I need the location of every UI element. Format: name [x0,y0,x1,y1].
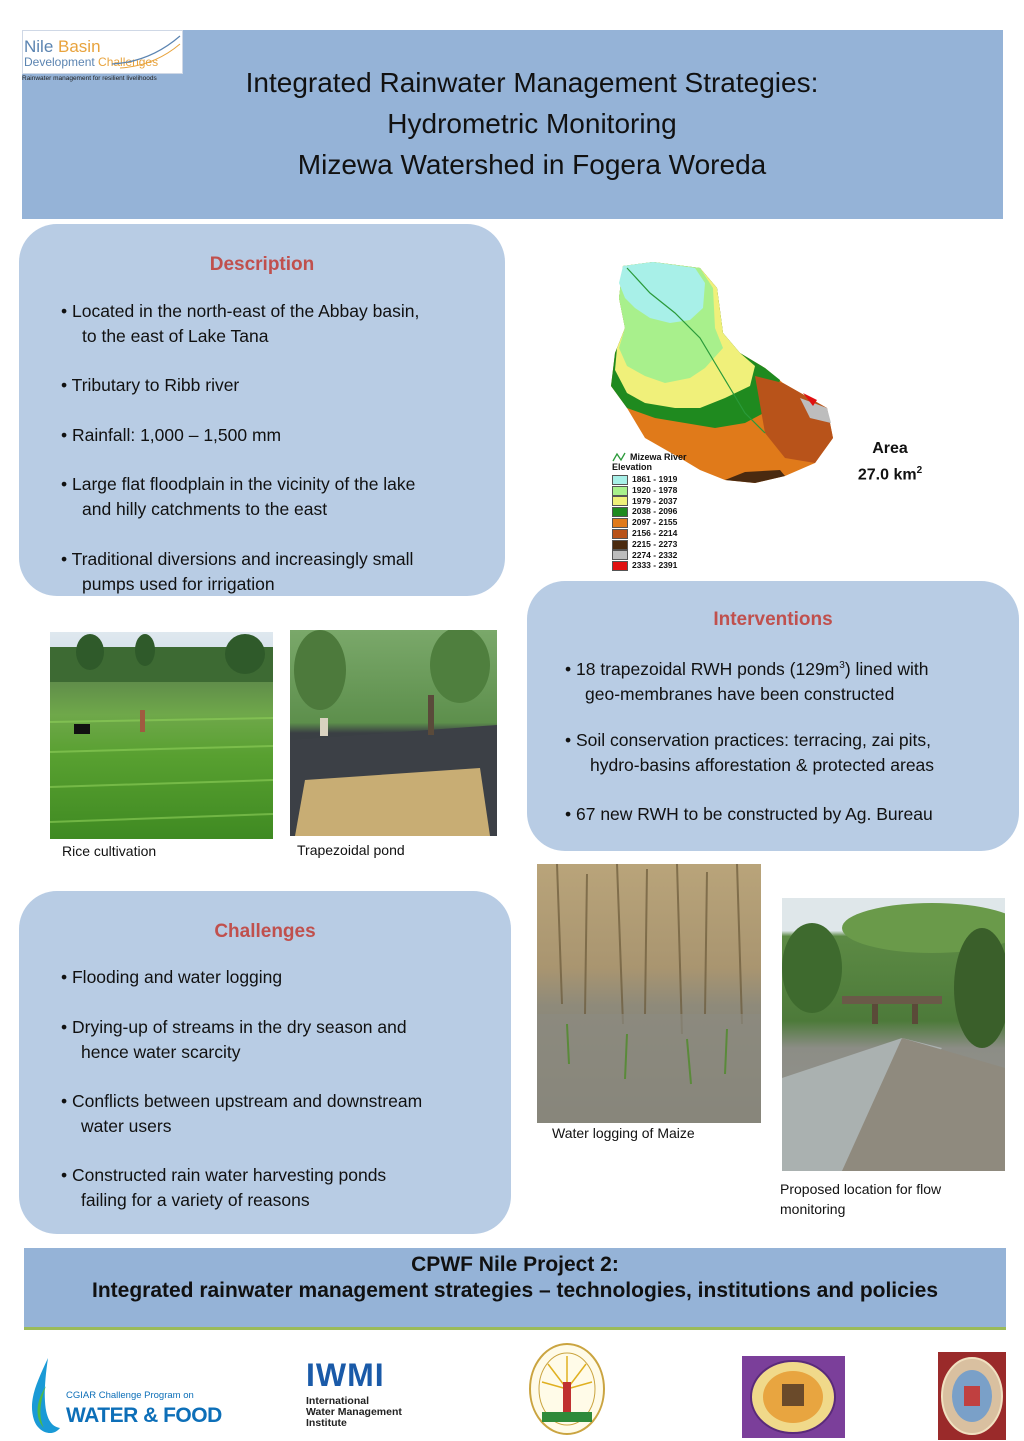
interventions-title: Interventions [713,609,833,630]
interventions-panel [527,581,1019,851]
river-legend-icon [612,452,626,462]
trapezoidal-pond-photo [290,630,497,836]
legend-class-label: 2038 - 2096 [632,506,678,517]
description-bullet-1: • Located in the north-east of the Abbay basin, to the east of Lake Tana [61,301,420,346]
iwmi-logo-text: International Water Management Institute [306,1395,402,1429]
area-value: 27.0 $km^2$ [857,465,923,484]
description-title: Description [209,254,315,275]
cgiar-drop-icon [26,1356,66,1440]
pond-caption: Trapezoidal pond [297,842,405,858]
interventions-bullet-1: • 18 trapezoidal RWH ponds $(129m^3)$ lined with geo-membranes have been constructed [565,658,929,704]
legend-class-label: 2097 - 2155 [632,517,678,528]
project-band-line-1: CPWF Nile Project 2: [411,1253,619,1276]
description-bullet-4: • Large flat floodplain in the vicinity of the lake and hilly catchments to the east [61,474,416,519]
legend-class-label: 1979 - 2037 [632,495,678,506]
title-line-2: Hydrometric Monitoring [387,108,677,139]
legend-swatch [612,496,628,506]
legend-elevation-label: Elevation [612,462,653,472]
ministry-seal [742,1356,845,1438]
title-line-1: Integrated Rainwater Management Strategies: [245,67,819,98]
legend-swatch [612,529,628,539]
legend-swatch [612,540,628,550]
legend-swatch [612,518,628,528]
legend-class-row [612,517,677,528]
legend-class-row [612,528,677,539]
legend-swatch [612,475,628,485]
project-band-line-2: Integrated rainwater management strategies – technologies, institutions and policies [91,1279,939,1302]
bahir-dar-university-seal [528,1342,606,1436]
description-bullet-3: • Rainfall: 1,000 – 1,500 mm [61,425,282,445]
interventions-bullet-3: • 67 new RWH to be constructed by Ag. Bureau [565,804,933,824]
legend-class-label: 2333 - 2391 [632,560,678,571]
flow-monitoring-location-photo [782,898,1005,1171]
legend-class-label: 2215 - 2273 [632,538,678,549]
university-seal [938,1352,1006,1440]
legend-class-label: 1861 - 1919 [632,474,678,484]
legend-class-label: 2156 - 2214 [632,528,678,538]
area-label: Area [872,440,908,457]
maize-waterlogging-photo [537,864,761,1123]
logo-line1: Nile Basin [24,37,101,56]
challenges-bullet-4: • Constructed rain water harvesting ponds failing for a variety of reasons [61,1165,387,1210]
title-line-3: Mizewa Watershed in Fogera Woreda [297,149,767,180]
flow-caption: Proposed location for flow monitoring [780,1181,942,1217]
description-panel [19,224,505,596]
legend-swatch [612,507,628,517]
legend-class-row [612,506,677,517]
legend-swatch [612,561,628,571]
legend-class-row [612,496,677,507]
legend-swatch [612,486,628,496]
legend-class-row [612,550,677,561]
cgiar-logo-line1: CGIAR Challenge Program on [66,1390,194,1401]
legend-class-row [612,474,677,485]
legend-class-row [612,485,677,496]
legend-class-label: 2274 - 2332 [632,549,678,560]
rice-cultivation-photo [50,632,273,839]
maize-caption: Water logging of Maize [552,1125,695,1141]
challenges-title: Challenges [214,921,316,942]
logo-tagline: Rainwater management for resilient livelihoods [22,75,157,82]
legend-class-row [612,539,677,550]
description-bullet-2: • Tributary to Ribb river [61,375,240,395]
legend-class-label: 1920 - 1978 [632,484,678,495]
challenges-bullet-2: • Drying-up of streams in the dry season and hence water scarcity [61,1017,407,1062]
rice-caption: Rice cultivation [62,843,157,859]
challenges-panel [19,891,511,1234]
logo-line2: Development Challenges [24,55,159,69]
interventions-bullet-2: • Soil conservation practices: terracing, zai pits, hydro-basins afforestation & protected areas [565,730,935,775]
description-bullet-5: • Traditional diversions and increasingly small pumps used for irrigation [61,549,414,594]
legend-river-label: Mizewa River [630,452,687,462]
legend-class-row [612,560,677,571]
challenges-bullet-1: • Flooding and water logging [61,967,283,987]
legend-swatch [612,550,628,560]
iwmi-logo-mark: IWMI [306,1357,385,1393]
cgiar-logo-line2: WATER & FOOD [66,1404,222,1427]
challenges-bullet-3: • Conflicts between upstream and downstream water users [61,1091,423,1136]
logo-swoosh-icon [110,30,182,70]
